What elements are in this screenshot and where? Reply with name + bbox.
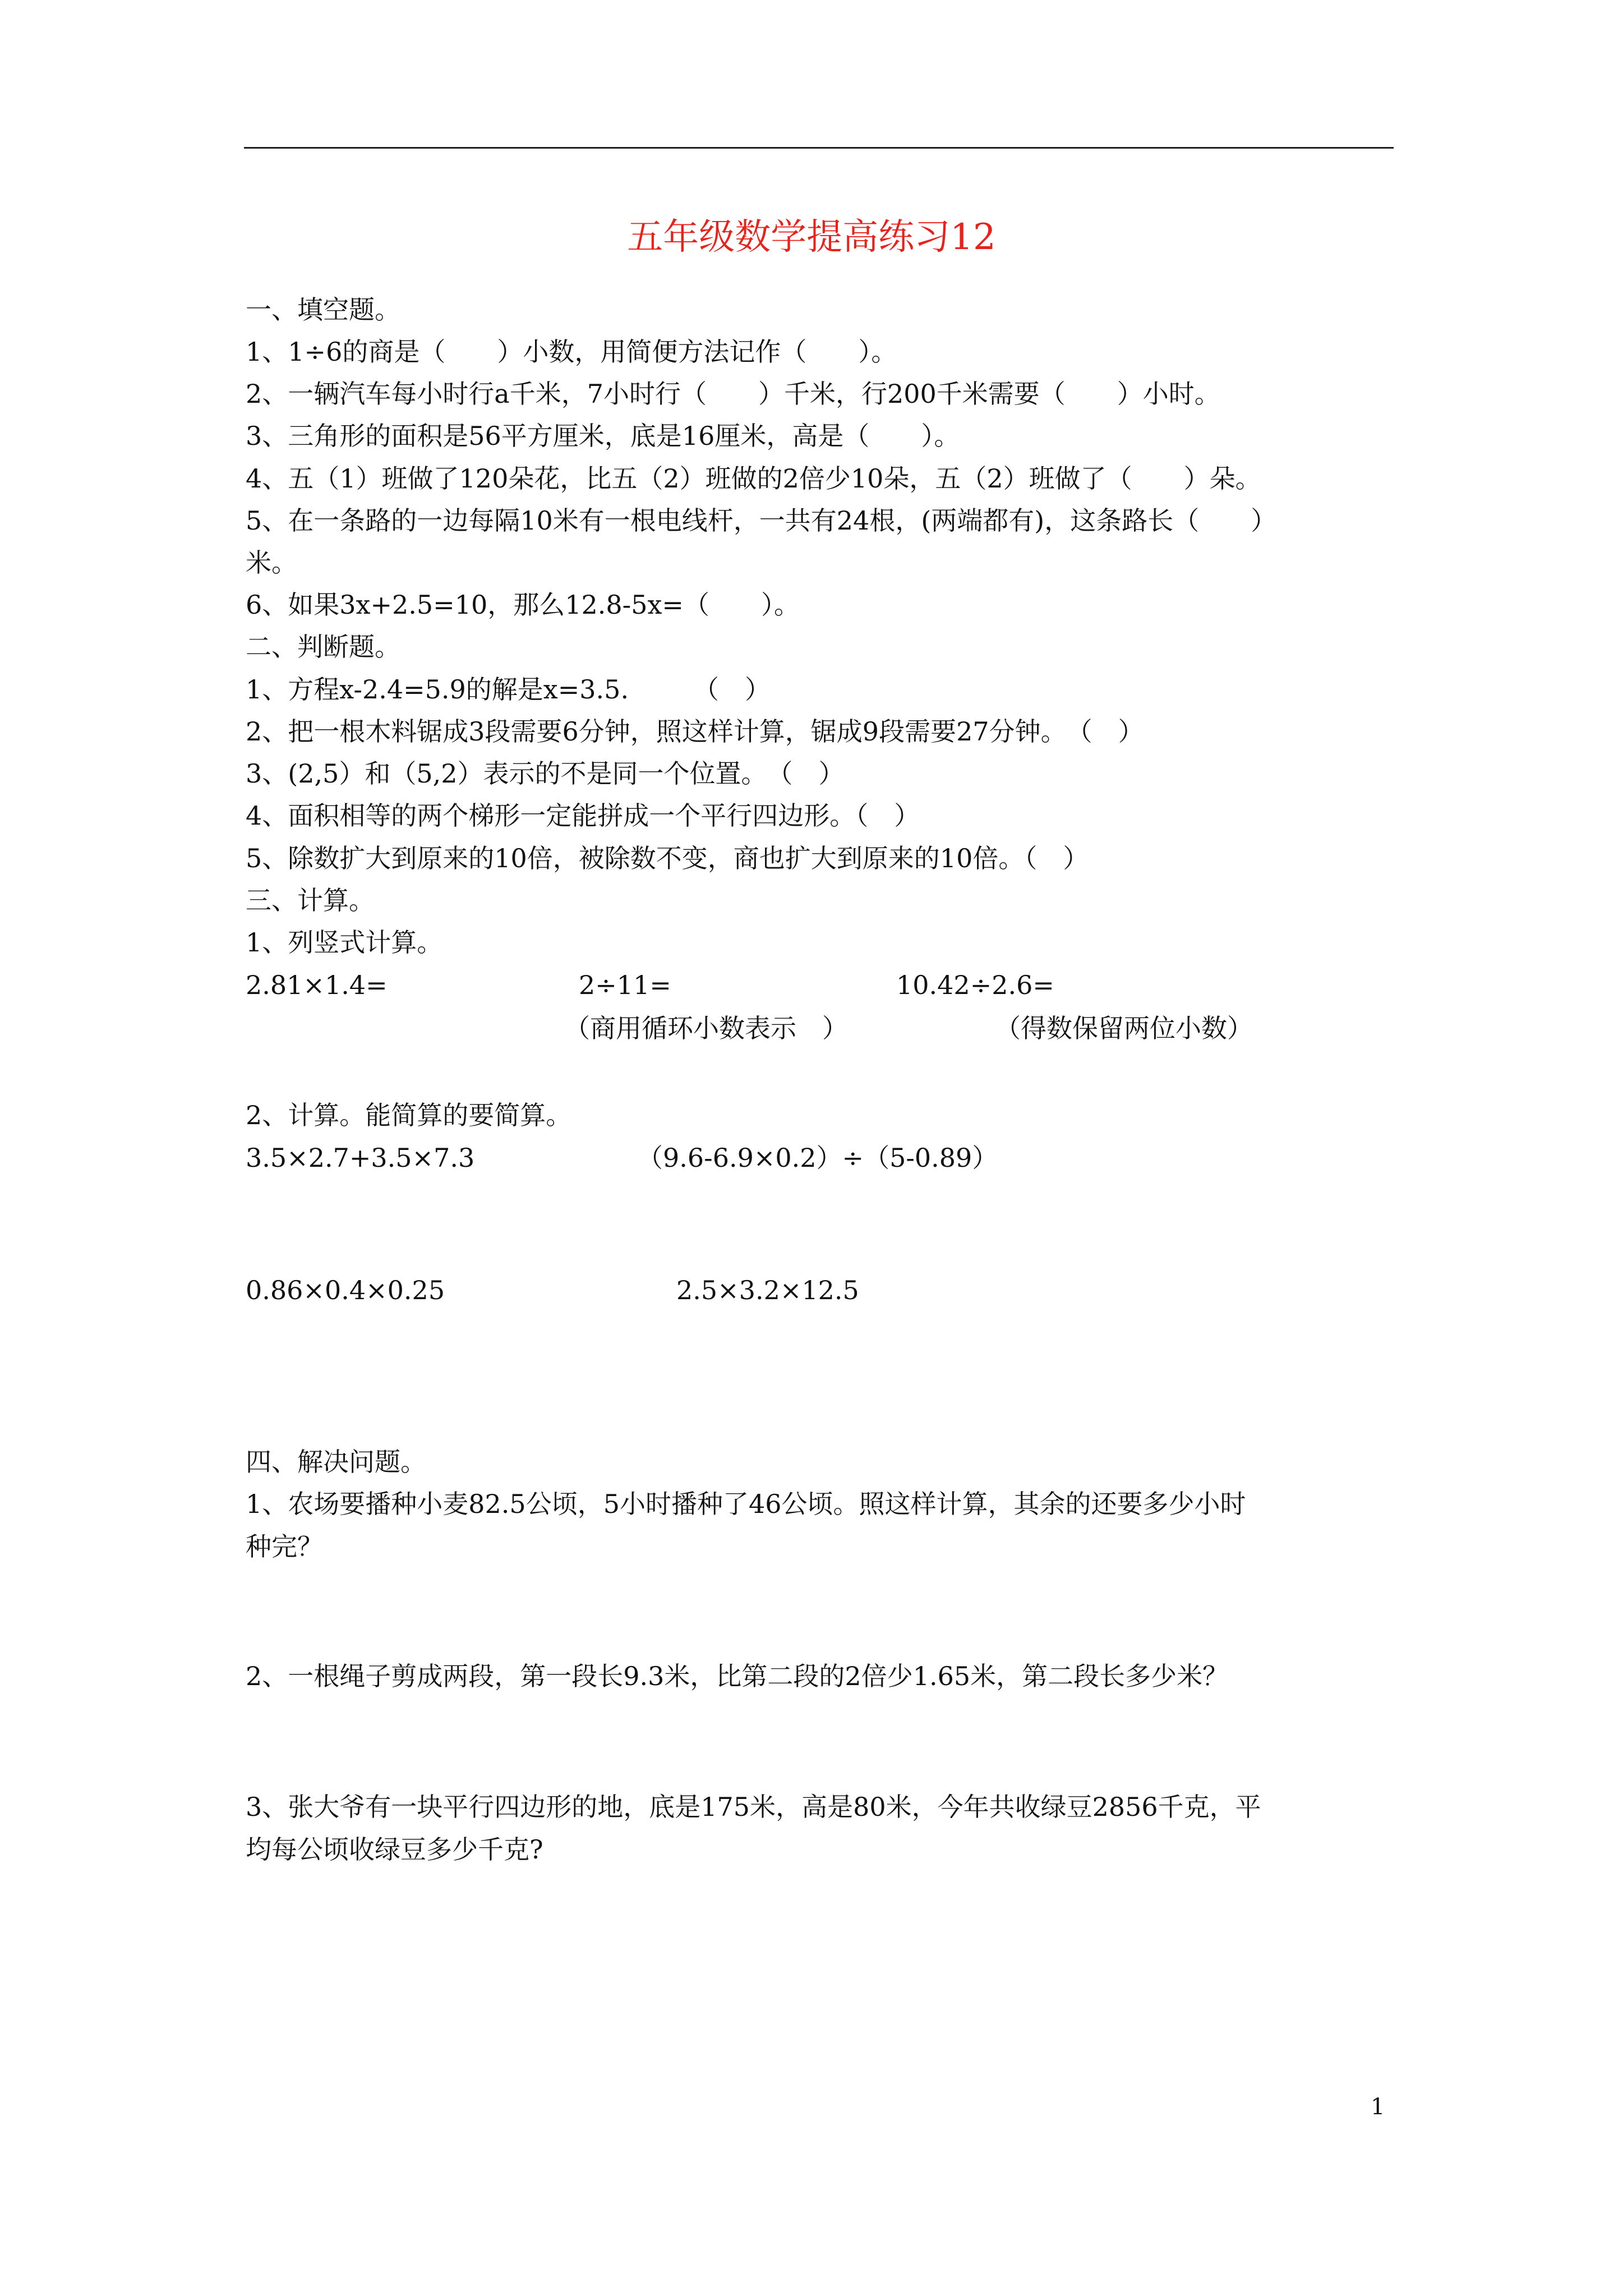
section2-heading: 二、判断题。 <box>246 632 400 662</box>
page-number: 1 <box>1371 2094 1385 2120</box>
problem-1: 1、农场要播种小麦82.5公顷，5小时播种了46公顷。照这样计算，其余的还要多少小时 <box>246 1489 1246 1519</box>
simplify-expr-3: 0.86×0.4×0.25 <box>246 1275 445 1305</box>
section1-item-5-cont: 米。 <box>246 547 297 578</box>
problem-2: 2、一根绳子剪成两段，第一段长9.3米，比第二段的2倍少1.65米，第二段长多少米？ <box>246 1661 1229 1691</box>
header-rule <box>244 147 1394 149</box>
calc-note-2: （商用循环小数表示 ） <box>564 1013 848 1043</box>
section1-item-2: 2、一辆汽车每小时行a千米，7小时行（ ）千米，行200千米需要（ ）小时。 <box>246 379 1220 409</box>
simplify-expr-2: （9.6-6.9×0.2）÷（5-0.89） <box>637 1143 998 1173</box>
section3-sub2-heading: 2、计算。能简算的要简算。 <box>246 1100 572 1130</box>
problem-1-cont: 种完？ <box>246 1531 323 1562</box>
section3-sub1-heading: 1、列竖式计算。 <box>246 927 443 958</box>
section1-heading: 一、填空题。 <box>246 295 400 325</box>
calc-note-3: （得数保留两位小数） <box>995 1013 1253 1043</box>
section2-item-5: 5、除数扩大到原来的10倍，被除数不变，商也扩大到原来的10倍。（ ） <box>246 843 1089 873</box>
section2-item-4: 4、面积相等的两个梯形一定能拼成一个平行四边形。（ ） <box>246 800 920 831</box>
section2-item-1: 1、方程x-2.4=5.9的解是x=3.5. （ ） <box>246 674 771 705</box>
simplify-expr-4: 2.5×3.2×12.5 <box>676 1275 859 1305</box>
section3-heading: 三、计算。 <box>246 885 375 915</box>
section1-item-3: 3、三角形的面积是56平方厘米，底是16厘米，高是（ ）。 <box>246 421 960 451</box>
section2-item-3: 3、(2,5）和（5,2）表示的不是同一个位置。 （ ） <box>246 758 845 789</box>
section1-item-1: 1、1÷6的商是（ ）小数，用简便方法记作（ ）。 <box>246 337 897 367</box>
calc-expr-3: 10.42÷2.6= <box>896 970 1054 1000</box>
section4-heading: 四、解决问题。 <box>246 1447 426 1477</box>
problem-3-cont: 均每公顷收绿豆多少千克? <box>246 1834 543 1865</box>
simplify-expr-1: 3.5×2.7+3.5×7.3 <box>246 1143 475 1173</box>
page-title: 五年级数学提高练习12 <box>627 217 996 258</box>
section1-item-4: 4、五（1）班做了120朵花，比五（2）班做的2倍少10朵，五（2）班做了（ ）朵。 <box>246 463 1261 494</box>
calc-expr-1: 2.81×1.4= <box>246 970 388 1000</box>
section1-item-5: 5、在一条路的一边每隔10米有一根电线杆，一共有24根，(两端都有)，这条路长（ ） <box>246 505 1277 536</box>
problem-3: 3、张大爷有一块平行四边形的地，底是175米，高是80米，今年共收绿豆2856千克，平 <box>246 1792 1261 1822</box>
section2-item-2: 2、把一根木料锯成3段需要6分钟，照这样计算，锯成9段需要27分钟。 （ ） <box>246 716 1144 747</box>
calc-expr-2: 2÷11= <box>579 970 671 1000</box>
section1-item-6: 6、如果3x+2.5=10，那么12.8-5x=（ ）。 <box>246 590 800 620</box>
